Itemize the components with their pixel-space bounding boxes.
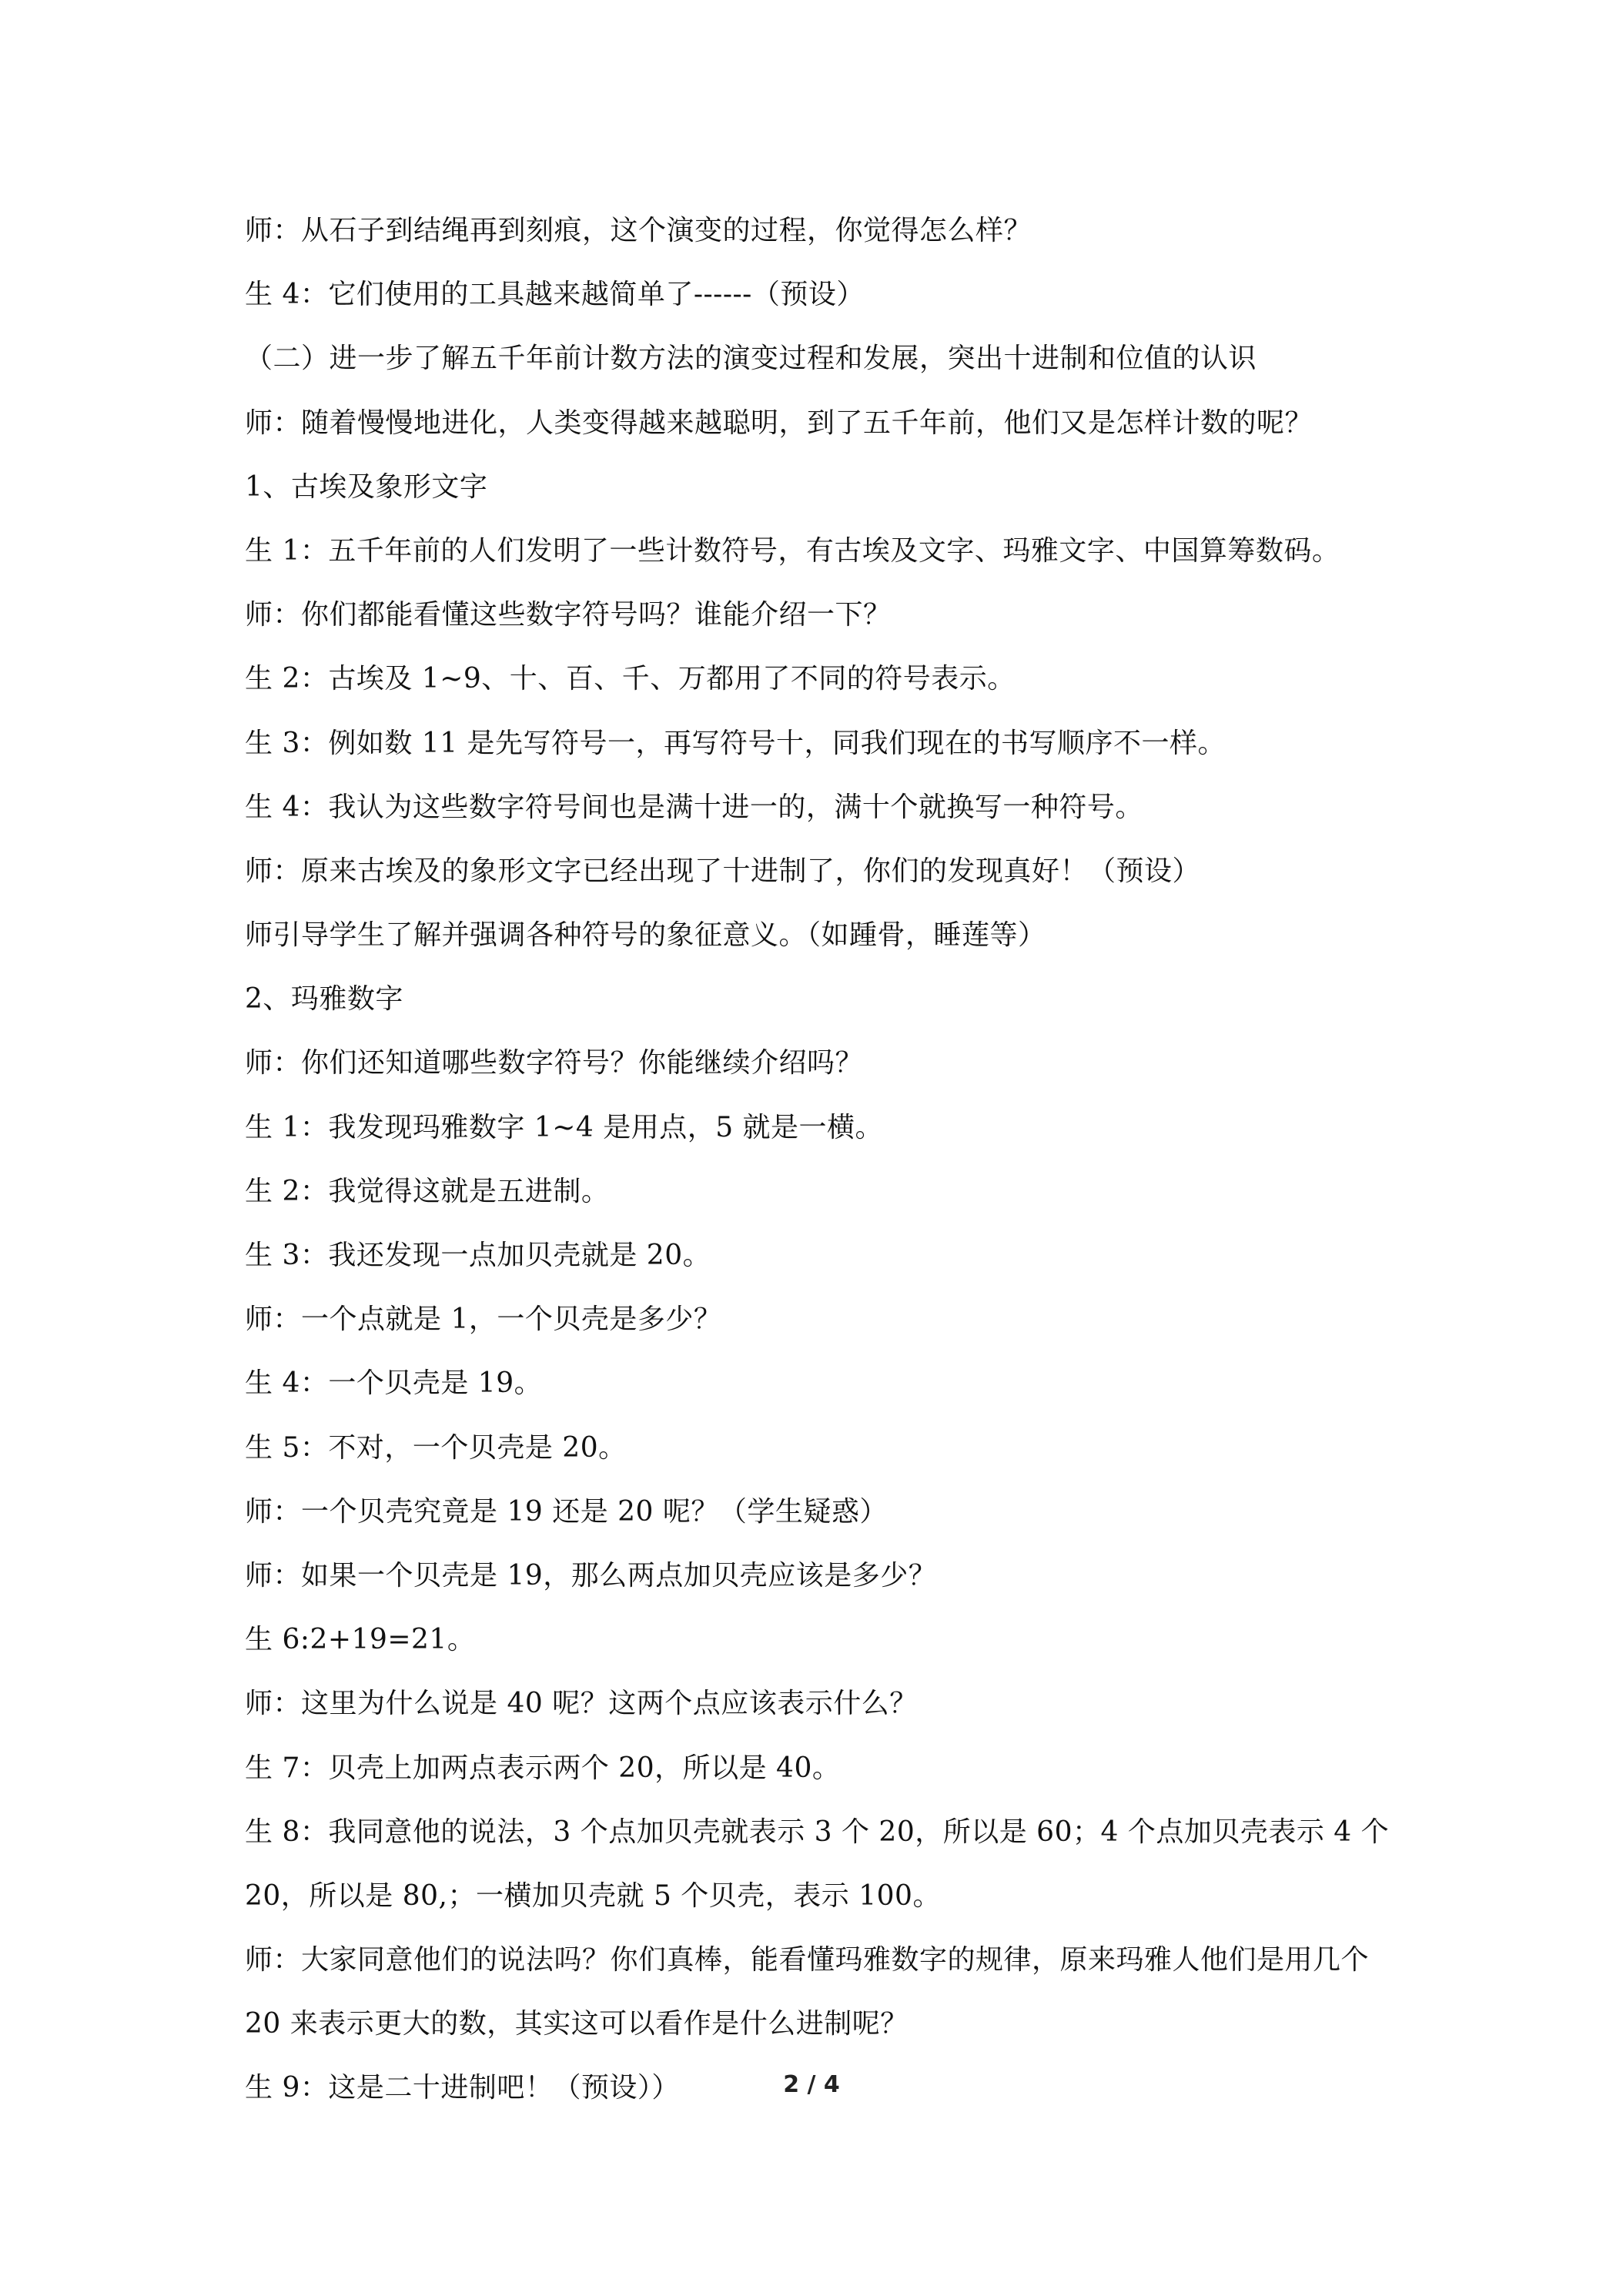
text-line: 生 6:2+19=21。 bbox=[245, 1624, 476, 1656]
text-line: 生 1：我发现玛雅数字 1~4 是用点，5 就是一横。 bbox=[245, 1111, 884, 1143]
text-line: 师引导学生了解并强调各种符号的象征意义。（如踵骨，睡莲等） bbox=[245, 919, 1046, 952]
text-line: 师：大家同意他们的说法吗？你们真棒，能看懂玛雅数字的规律，原来玛雅人他们是用几个 bbox=[245, 1944, 1370, 1976]
subsection-heading: 1、古埃及象形文字 bbox=[245, 470, 488, 503]
text-line: 师：这里为什么说是 40 呢？这两个点应该表示什么？ bbox=[245, 1688, 918, 1720]
text-line: 师：如果一个贝壳是 19，那么两点加贝壳应该是多少？ bbox=[245, 1559, 937, 1591]
text-line: 生 2：古埃及 1~9、十、百、千、万都用了不同的符号表示。 bbox=[245, 663, 1016, 695]
text-line: 20 来表示更大的数，其实这可以看作是什么进制呢？ bbox=[245, 2008, 909, 2040]
text-line: 20，所以是 80,；一横加贝壳就 5 个贝壳，表示 100。 bbox=[245, 1879, 941, 1912]
text-line: 师：你们还知道哪些数字符号？你能继续介绍吗？ bbox=[245, 1047, 864, 1079]
page-number: 2 / 4 bbox=[783, 2071, 840, 2098]
text-line: 生 4：一个贝壳是 19。 bbox=[245, 1367, 543, 1400]
text-line: 生 9：这是二十进制吧！（预设）） bbox=[245, 2072, 680, 2104]
section-heading: （二）进一步了解五千年前计数方法的演变过程和发展，突出十进制和位值的认识 bbox=[245, 343, 1257, 375]
text-line: 师：原来古埃及的象形文字已经出现了十进制了，你们的发现真好！（预设） bbox=[245, 855, 1201, 887]
text-line: 师：一个点就是 1，一个贝壳是多少？ bbox=[245, 1304, 722, 1336]
text-line: 生 7：贝壳上加两点表示两个 20，所以是 40。 bbox=[245, 1752, 841, 1784]
text-line: 生 3：例如数 11 是先写符号一，再写符号十，同我们现在的书写顺序不一样。 bbox=[245, 727, 1226, 759]
subsection-heading: 2、玛雅数字 bbox=[245, 983, 403, 1016]
text-line: 生 1：五千年前的人们发明了一些计数符号，有古埃及文字、玛雅文字、中国算筹数码。 bbox=[245, 534, 1340, 567]
text-line: 生 4：我认为这些数字符号间也是满十进一的，满十个就换写一种符号。 bbox=[245, 791, 1143, 823]
text-line: 生 2：我觉得这就是五进制。 bbox=[245, 1175, 610, 1207]
text-line: 师：你们都能看懂这些数字符号吗？谁能介绍一下？ bbox=[245, 599, 892, 631]
text-line: 生 3：我还发现一点加贝壳就是 20。 bbox=[245, 1240, 711, 1271]
document-body bbox=[245, 199, 1400, 2120]
text-line: 师：一个贝壳究竟是 19 还是 20 呢？（学生疑惑） bbox=[245, 1495, 888, 1528]
text-line: 师：随着慢慢地进化，人类变得越来越聪明，到了五千年前，他们又是怎样计数的呢？ bbox=[245, 407, 1313, 439]
text-line: 生 4：它们使用的工具越来越简单了------（预设） bbox=[245, 279, 865, 311]
text-line: 师：从石子到结绳再到刻痕，这个演变的过程，你觉得怎么样？ bbox=[245, 215, 1032, 246]
text-line: 生 8：我同意他的说法，3 个点加贝壳就表示 3 个 20，所以是 60；4 个点加贝壳表示 4 个 bbox=[245, 1816, 1390, 1848]
text-line: 生 5：不对，一个贝壳是 20。 bbox=[245, 1431, 627, 1464]
